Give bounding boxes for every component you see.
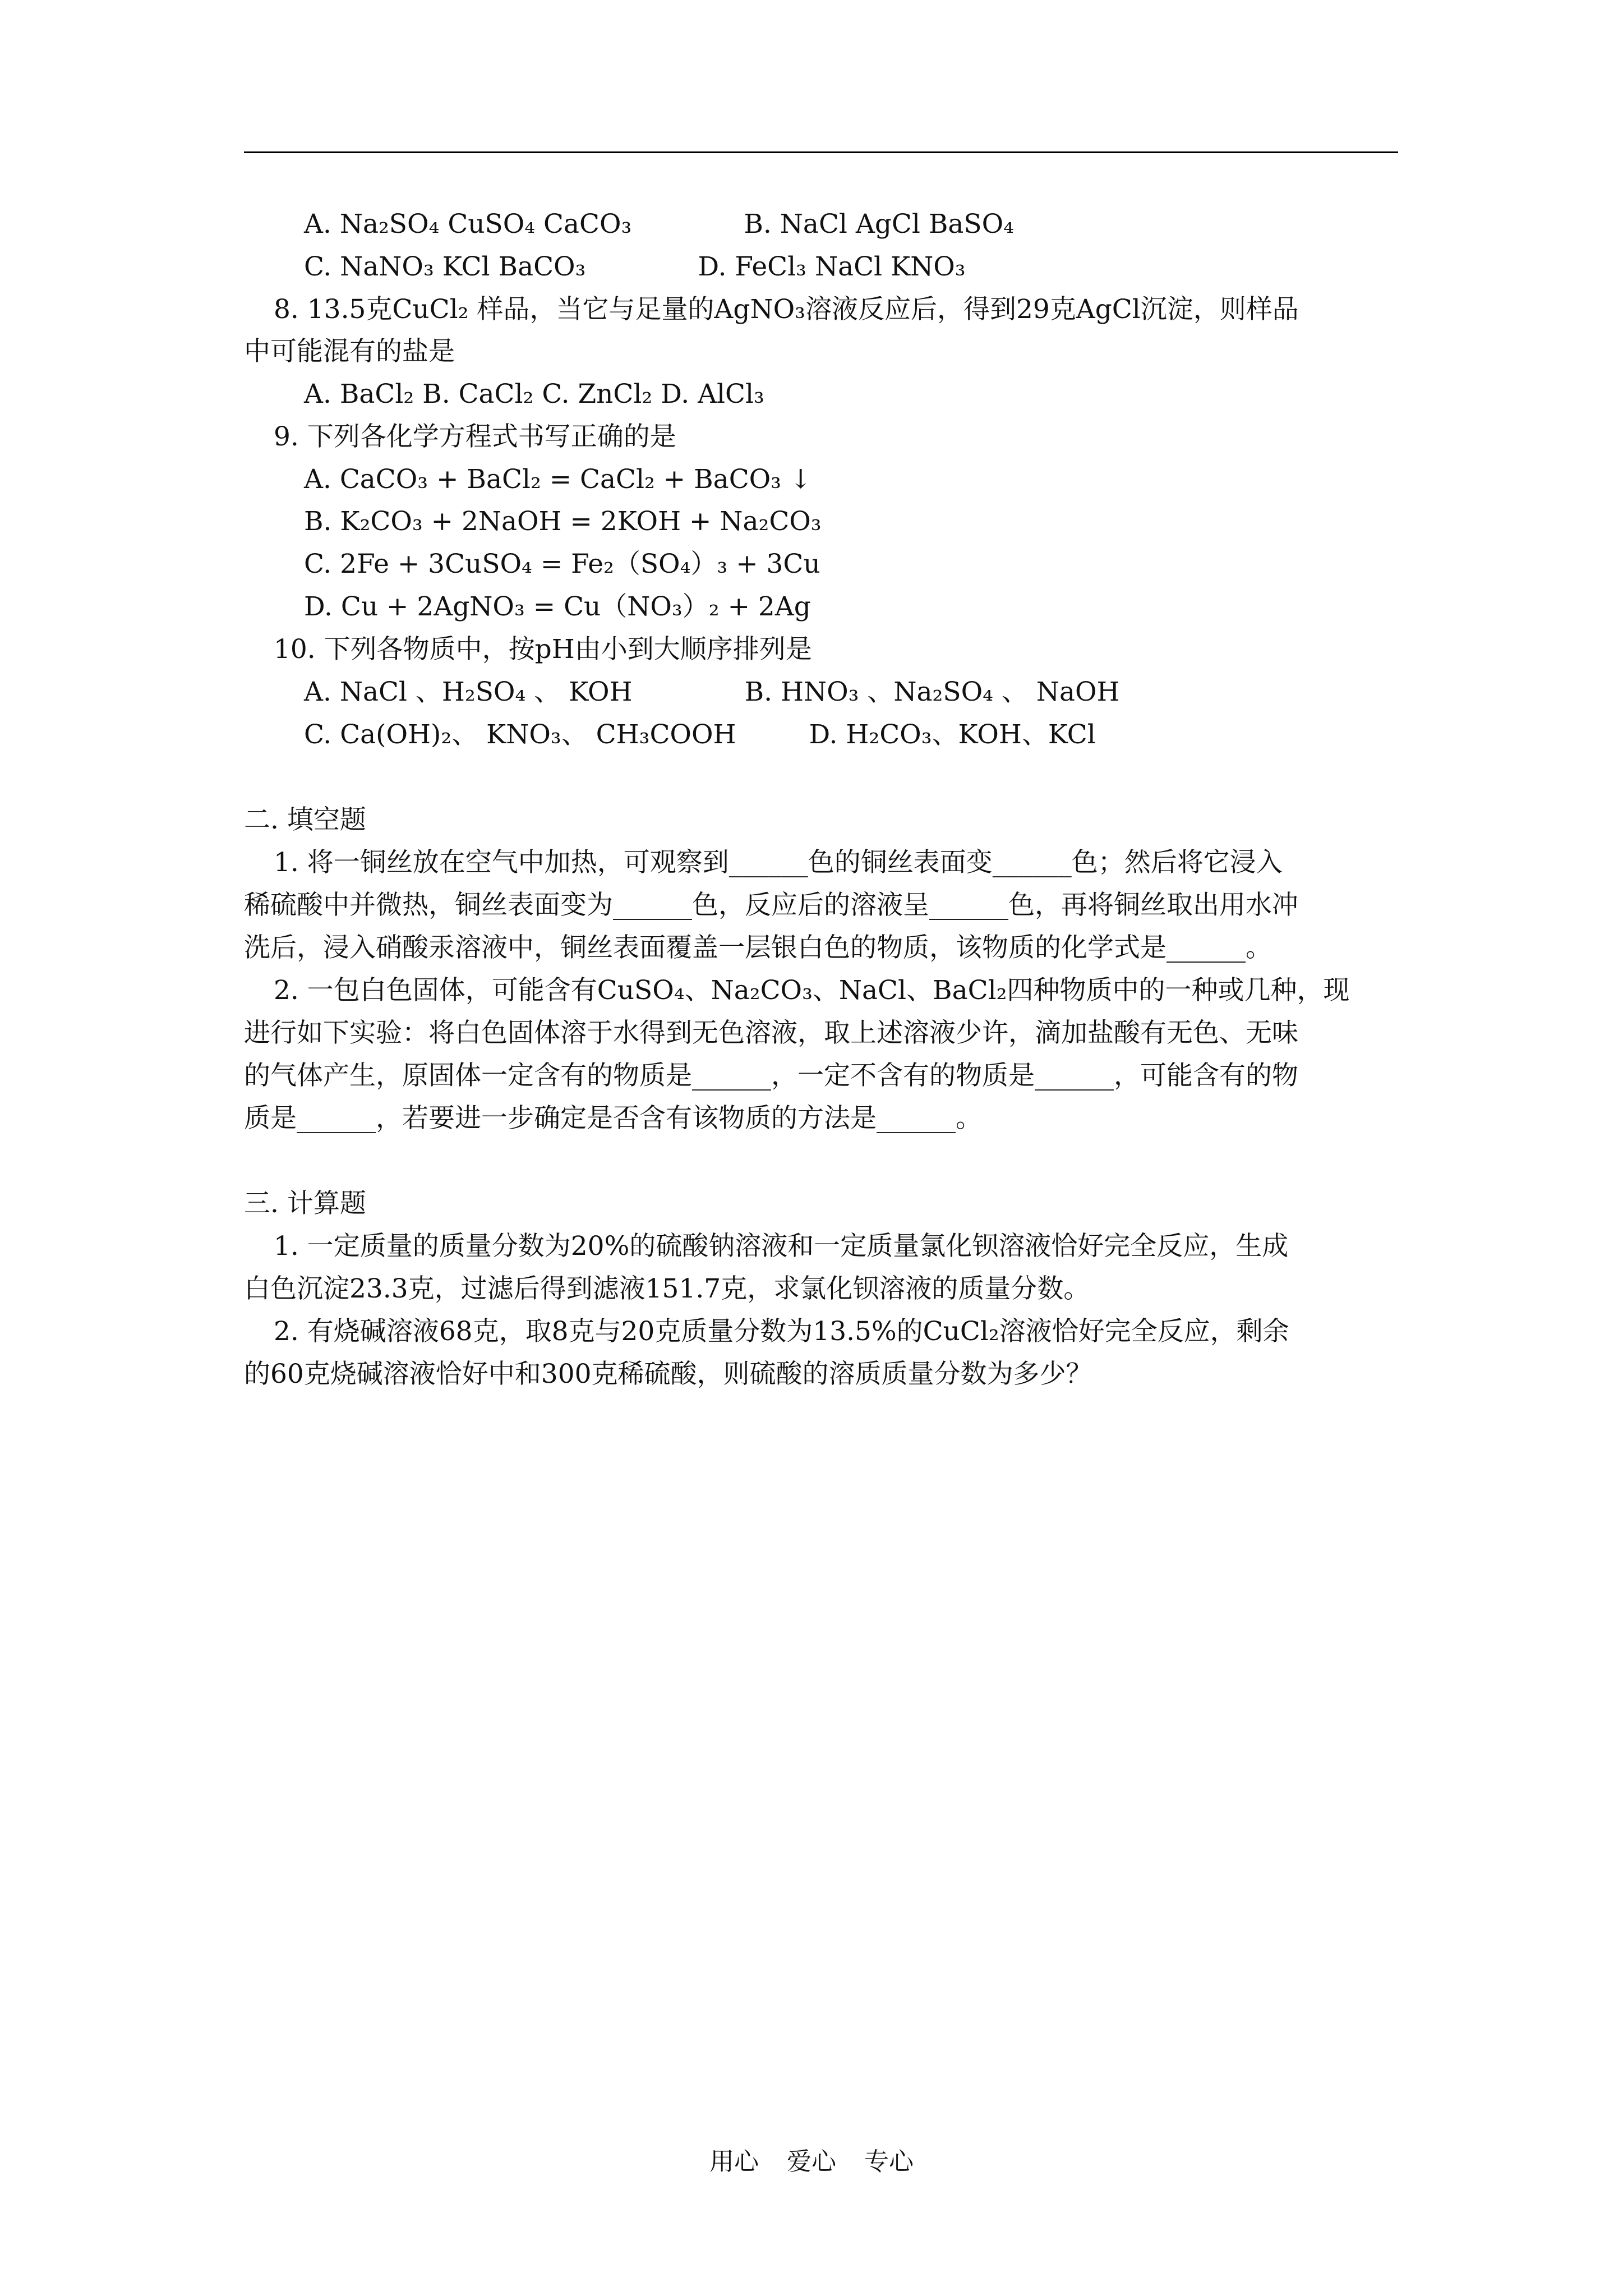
- q10-row-1: [304, 675, 1120, 709]
- q8-options: A. BaCl₂ B. CaCl₂ C. ZnCl₂ D. AlCl₃: [304, 379, 764, 409]
- s2-q1-line-3: 洗后，浸入硝酸汞溶液中，铜丝表面覆盖一层银白色的物质，该物质的化学式是______。: [244, 932, 1272, 963]
- q10-option-d: D. H₂CO₃、KOH、KCl: [809, 719, 1096, 750]
- s2-q2-line-3: 的气体产生，原固体一定含有的物质是______，一定不含有的物质是______，可能含有的物: [244, 1060, 1298, 1091]
- header-rule: [244, 151, 1398, 153]
- s2-q1-line-2: 稀硫酸中并微热，铜丝表面变为______色，反应后的溶液呈______色，再将铜丝取出用水冲: [244, 890, 1298, 921]
- q7-row-2: [304, 250, 966, 284]
- s3-q1-line-1: 1. 一定质量的质量分数为20%的硫酸钠溶液和一定质量氯化钡溶液恰好完全反应，生成: [274, 1231, 1289, 1262]
- q7-option-d: D. FeCl₃ NaCl KNO₃: [698, 251, 966, 282]
- q10-option-b: B. HNO₃ 、Na₂SO₄ 、 NaOH: [744, 677, 1120, 707]
- q9-option-d: D. Cu + 2AgNO₃ = Cu（NO₃）₂ + 2Ag: [304, 591, 811, 622]
- q7-row-1: [304, 208, 1014, 241]
- q10-stem: 10. 下列各物质中，按pH由小到大顺序排列是: [274, 634, 812, 665]
- q10-option-a: A. NaCl 、H₂SO₄ 、 KOH: [304, 677, 633, 707]
- section-3-title: 三. 计算题: [244, 1188, 366, 1219]
- section-2-title: 二. 填空题: [244, 804, 366, 835]
- s2-q2-line-1: 2. 一包白色固体，可能含有CuSO₄、Na₂CO₃、NaCl、BaCl₂四种物质中的一种或几种，现: [274, 975, 1350, 1006]
- s2-q2-line-4: 质是______，若要进一步确定是否含有该物质的方法是______。: [244, 1103, 982, 1134]
- s2-q1-line-1: 1. 将一铜丝放在空气中加热，可观察到______色的铜丝表面变______色；然后将它浸入: [274, 847, 1283, 878]
- s3-q2-line-1: 2. 有烧碱溶液68克，取8克与20克质量分数为13.5%的CuCl₂溶液恰好完全反应，剩余: [274, 1316, 1289, 1347]
- q7-option-c: C. NaNO₃ KCl BaCO₃: [304, 251, 586, 282]
- q9-stem: 9. 下列各化学方程式书写正确的是: [274, 421, 676, 452]
- q7-option-a: A. Na₂SO₄ CuSO₄ CaCO₃: [304, 209, 632, 240]
- q9-option-c: C. 2Fe + 3CuSO₄ = Fe₂（SO₄）₃ + 3Cu: [304, 549, 820, 579]
- q10-option-c: C. Ca(OH)₂、 KNO₃、 CH₃COOH: [304, 719, 736, 750]
- q8-stem-line-2: 中可能混有的盐是: [244, 336, 455, 367]
- q10-row-2: [304, 718, 1096, 752]
- s3-q1-line-2: 白色沉淀23.3克，过滤后得到滤液151.7克，求氯化钡溶液的质量分数。: [244, 1273, 1090, 1304]
- footer-word-3: 专心: [864, 2147, 914, 2176]
- page-footer: [0, 2146, 1623, 2178]
- footer-word-1: 用心: [709, 2147, 759, 2176]
- q7-option-b: B. NaCl AgCl BaSO₄: [744, 209, 1014, 240]
- q8-stem-line-1: 8. 13.5克CuCl₂ 样品，当它与足量的AgNO₃溶液反应后，得到29克AgCl沉淀，则样品: [274, 294, 1299, 325]
- s3-q2-line-2: 的60克烧碱溶液恰好中和300克稀硫酸，则硫酸的溶质质量分数为多少？: [244, 1359, 1092, 1389]
- q9-option-a: A. CaCO₃ + BaCl₂ = CaCl₂ + BaCO₃ ↓: [304, 464, 812, 495]
- footer-word-2: 爱心: [787, 2147, 836, 2176]
- q9-option-b: B. K₂CO₃ + 2NaOH = 2KOH + Na₂CO₃: [304, 506, 822, 537]
- s2-q2-line-2: 进行如下实验：将白色固体溶于水得到无色溶液，取上述溶液少许，滴加盐酸有无色、无味: [244, 1018, 1298, 1048]
